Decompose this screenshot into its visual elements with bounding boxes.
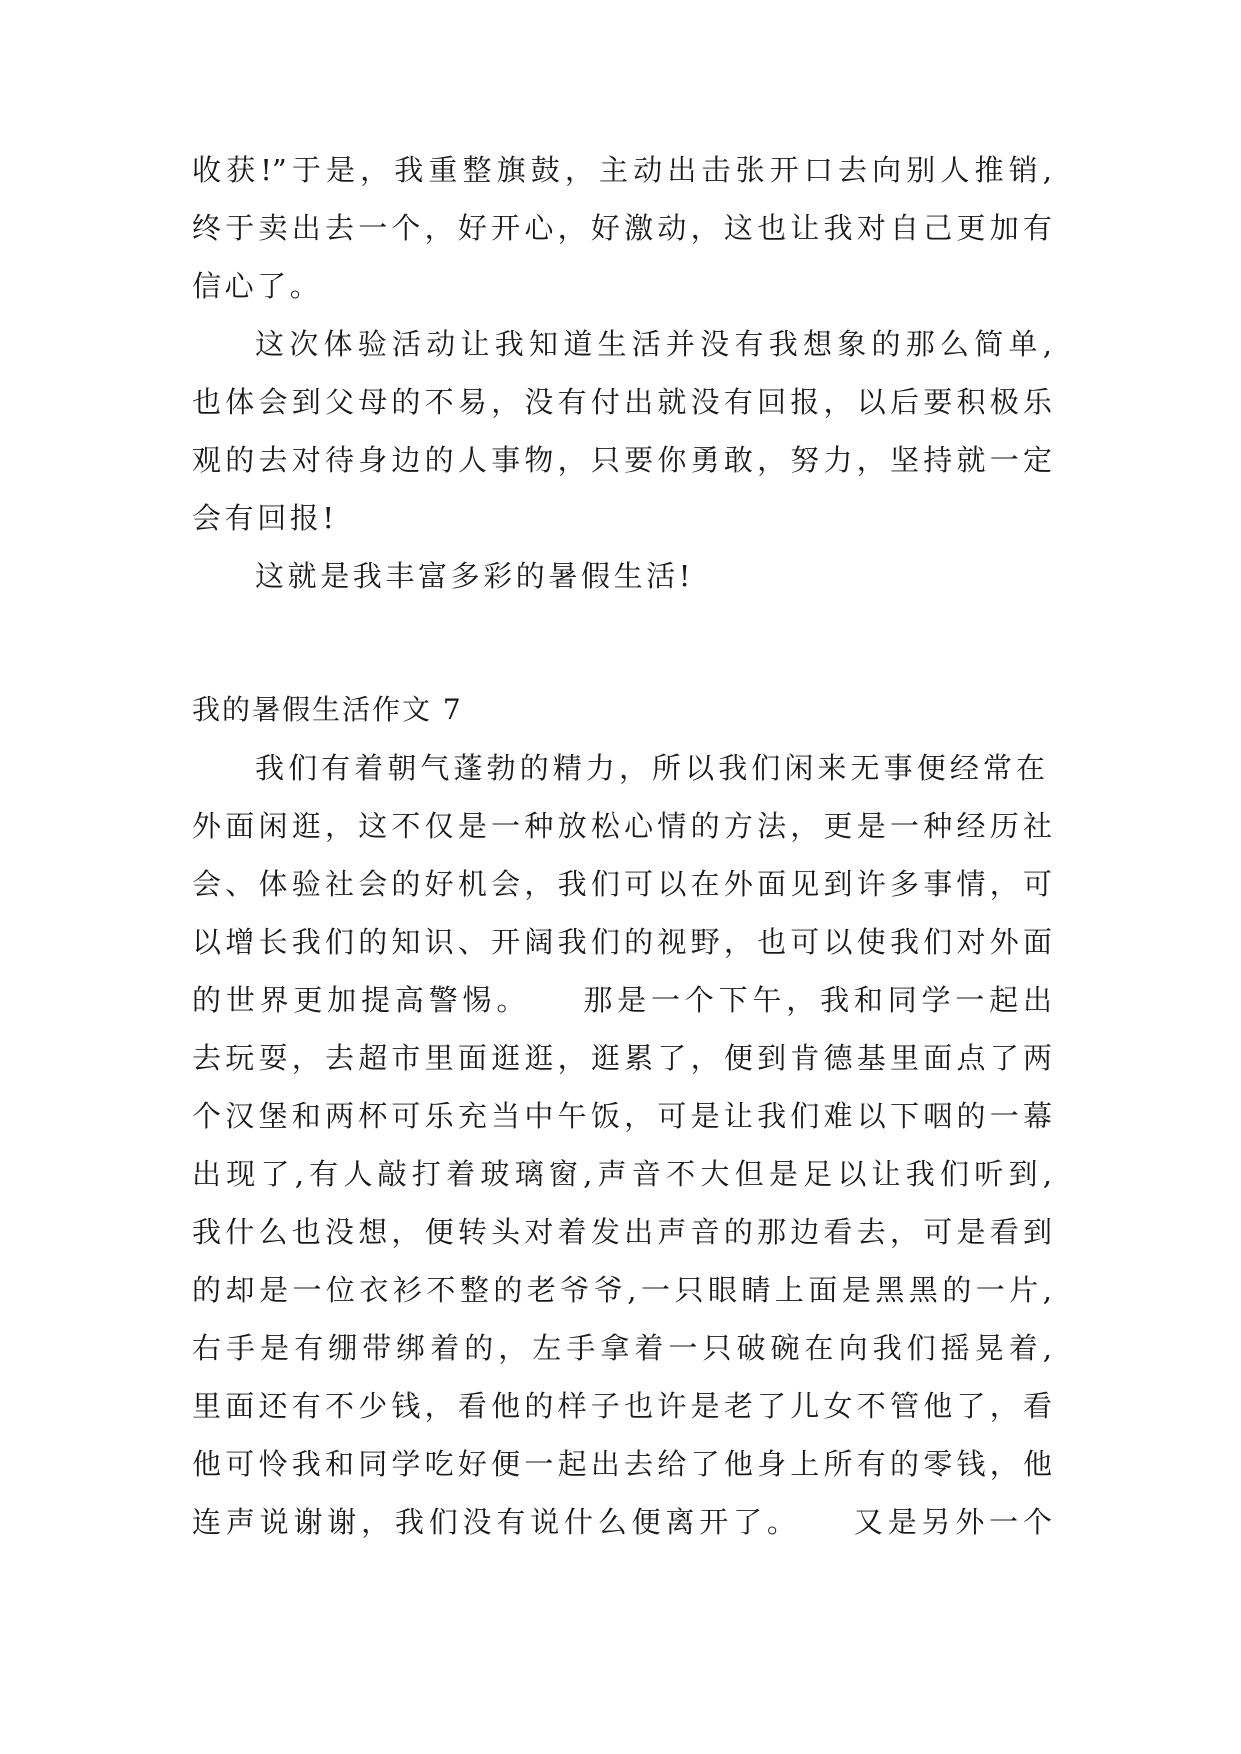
paragraph-line: 的世界更加提高警惕。 那是一个下午，我和同学一起出 (192, 983, 1052, 1017)
paragraph-line: 我什么也没想，便转头对着发出声音的那边看去，可是看到 (192, 1215, 1052, 1249)
paragraph-line: 右手是有绷带绑着的，左手拿着一只破碗在向我们摇晃着, (192, 1331, 1052, 1365)
paragraph-line: 连声说谢谢，我们没有说什么便离开了。 又是另外一个 (192, 1505, 1052, 1539)
paragraph-line: 个汉堡和两杯可乐充当中午饭，可是让我们难以下咽的一幕 (192, 1099, 1052, 1133)
paragraph-line: 他可怜我和同学吃好便一起出去给了他身上所有的零钱，他 (192, 1447, 1052, 1481)
paragraph-line: 外面闲逛，这不仅是一种放松心情的方法，更是一种经历社 (192, 809, 1052, 843)
paragraph-line: 以增长我们的知识、开阔我们的视野，也可以使我们对外面 (192, 925, 1052, 959)
section-heading: 我的暑假生活作文 7 (192, 693, 463, 726)
paragraph-line: 信心了。 (192, 269, 323, 303)
paragraph-line: 这就是我丰富多彩的暑假生活! (255, 559, 695, 593)
paragraph-line: 会、体验社会的好机会，我们可以在外面见到许多事情，可 (192, 867, 1052, 901)
paragraph-line: 的却是一位衣衫不整的老爷爷,一只眼睛上面是黑黑的一片, (192, 1273, 1052, 1307)
paragraph-line: 也体会到父母的不易，没有付出就没有回报，以后要积极乐 (192, 385, 1052, 419)
paragraph-line: 这次体验活动让我知道生活并没有我想象的那么简单, (255, 327, 1052, 361)
paragraph-line: 观的去对待身边的人事物，只要你勇敢，努力，坚持就一定 (192, 443, 1052, 477)
paragraph-line: 我们有着朝气蓬勃的精力，所以我们闲来无事便经常在 (255, 751, 1045, 785)
paragraph-line: 去玩耍，去超市里面逛逛，逛累了，便到肯德基里面点了两 (192, 1041, 1052, 1075)
paragraph-line: 里面还有不少钱，看他的样子也许是老了儿女不管他了，看 (192, 1389, 1052, 1423)
paragraph-line: 会有回报! (192, 501, 338, 535)
paragraph-line: 终于卖出去一个，好开心，好激动，这也让我对自己更加有 (192, 211, 1052, 245)
paragraph-line: 出现了,有人敲打着玻璃窗,声音不大但是足以让我们听到, (192, 1157, 1052, 1191)
paragraph-line: 收获!”于是，我重整旗鼓，主动出击张开口去向别人推销, (192, 153, 1052, 187)
